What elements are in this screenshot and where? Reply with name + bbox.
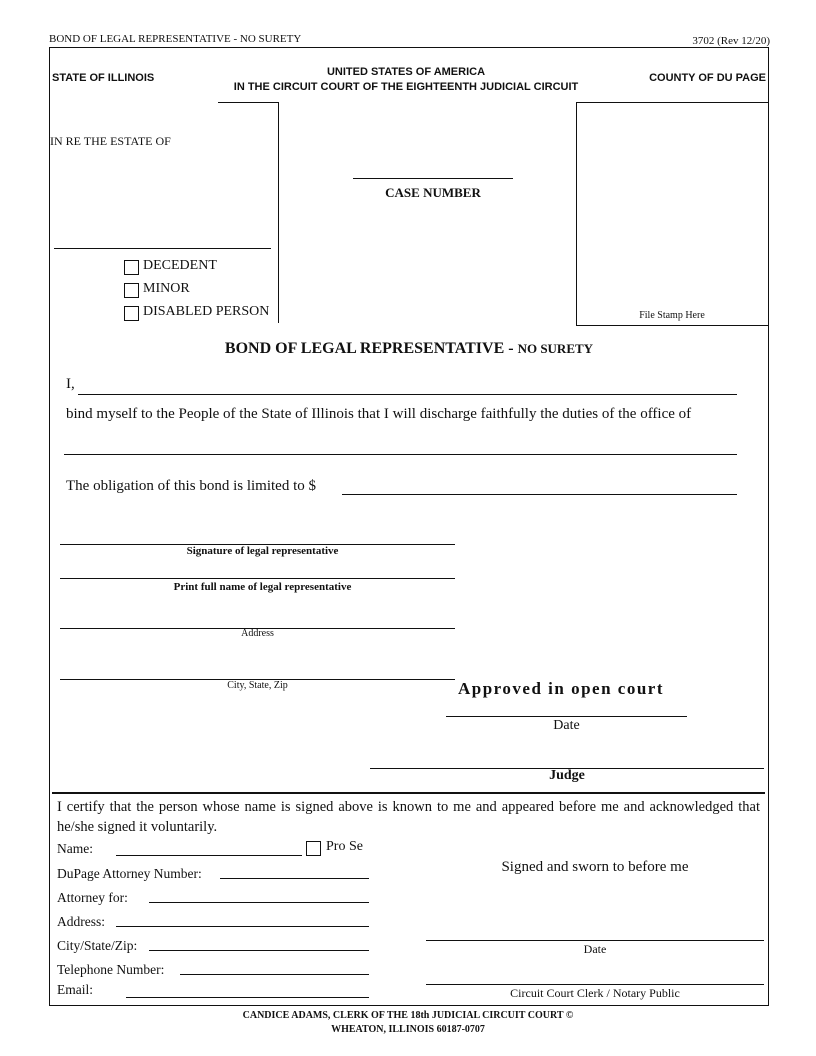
bond-title-main: BOND OF LEGAL REPRESENTATIVE - <box>224 340 518 357</box>
attorney-number-label: DuPage Attorney Number: <box>57 866 202 881</box>
approval-date-label: Date <box>553 718 580 733</box>
footer-line-1: CANDICE ADAMS, CLERK OF THE 18th JUDICIAL CIRCUIT COURT © <box>242 1010 574 1021</box>
bind-text: bind myself to the People of the State of Illinois that I will discharge faithfully the duties of the office of <box>66 406 692 422</box>
attorney-for-label: Attorney for: <box>57 890 128 905</box>
address-label: Address <box>241 628 274 639</box>
decedent-label: DECEDENT <box>143 258 217 273</box>
approval-date-line[interactable] <box>446 716 687 717</box>
case-number-label: CASE NUMBER <box>385 185 481 200</box>
case-number-line[interactable] <box>353 178 513 179</box>
pro-se-label: Pro Se <box>326 839 363 854</box>
name-line[interactable] <box>116 855 302 856</box>
bond-title <box>49 340 769 358</box>
pro-se-checkbox[interactable] <box>306 841 321 856</box>
form-number: 3702 (Rev 12/20) <box>692 35 770 47</box>
cert-address-label: Address: <box>57 914 105 929</box>
file-stamp-label: File Stamp Here <box>639 310 705 321</box>
name-label: Name: <box>57 841 93 856</box>
estate-box-top <box>218 102 279 103</box>
print-name-line[interactable] <box>60 578 455 579</box>
estate-name-line[interactable] <box>54 248 271 249</box>
i-label: I, <box>66 376 75 392</box>
frame-left <box>49 47 50 1005</box>
estate-label: IN RE THE ESTATE OF <box>50 134 171 148</box>
attorney-for-line[interactable] <box>149 902 369 903</box>
office-line[interactable] <box>64 454 737 455</box>
approved-text: Approved in open court <box>458 679 665 698</box>
country-label: UNITED STATES OF AMERICA <box>326 66 486 78</box>
cert-address-line[interactable] <box>116 926 369 927</box>
sworn-text: Signed and sworn to before me <box>501 859 689 875</box>
estate-box-right <box>278 102 279 323</box>
file-stamp-box <box>576 102 769 326</box>
disabled-person-label: DISABLED PERSON <box>143 304 270 319</box>
cert-city-state-zip-line[interactable] <box>149 950 369 951</box>
city-state-zip-label: City, State, Zip <box>227 680 288 691</box>
footer-line-2: WHEATON, ILLINOIS 60187-0707 <box>331 1024 485 1035</box>
state-label: STATE OF ILLINOIS <box>52 72 155 84</box>
minor-checkbox[interactable] <box>124 283 139 298</box>
telephone-label: Telephone Number: <box>57 962 165 977</box>
section-divider <box>52 792 765 794</box>
county-label: COUNTY OF DU PAGE <box>649 72 766 84</box>
clerk-label: Circuit Court Clerk / Notary Public <box>510 986 680 1000</box>
circuit-label: IN THE CIRCUIT COURT OF THE EIGHTEENTH JUDICIAL CIRCUIT <box>233 81 579 93</box>
email-line[interactable] <box>126 997 369 998</box>
attorney-number-line[interactable] <box>220 878 369 879</box>
form-title-header: BOND OF LEGAL REPRESENTATIVE - NO SURETY <box>49 33 302 45</box>
frame-bottom <box>49 1005 769 1006</box>
minor-label: MINOR <box>143 281 190 296</box>
sworn-date-label: Date <box>583 942 607 956</box>
print-name-label: Print full name of legal representative <box>173 581 352 593</box>
obligation-text: The obligation of this bond is limited to $ <box>66 478 316 494</box>
disabled-person-checkbox[interactable] <box>124 306 139 321</box>
email-label: Email: <box>57 982 93 997</box>
judge-label: Judge <box>549 768 585 783</box>
decedent-checkbox[interactable] <box>124 260 139 275</box>
signature-label: Signature of legal representative <box>186 545 339 557</box>
cert-city-state-zip-label: City/State/Zip: <box>57 938 138 953</box>
sworn-date-line[interactable] <box>426 940 764 941</box>
header-rule <box>49 47 769 48</box>
telephone-line[interactable] <box>180 974 369 975</box>
bond-title-sub: NO SURETY <box>517 341 594 356</box>
clerk-line[interactable] <box>426 984 764 985</box>
representative-name-line[interactable] <box>78 394 737 395</box>
amount-line[interactable] <box>342 494 737 495</box>
certification-text: I certify that the person whose name is signed above is known to me and appeared before me and acknowledged that he/she signed it voluntarily. <box>57 799 760 835</box>
